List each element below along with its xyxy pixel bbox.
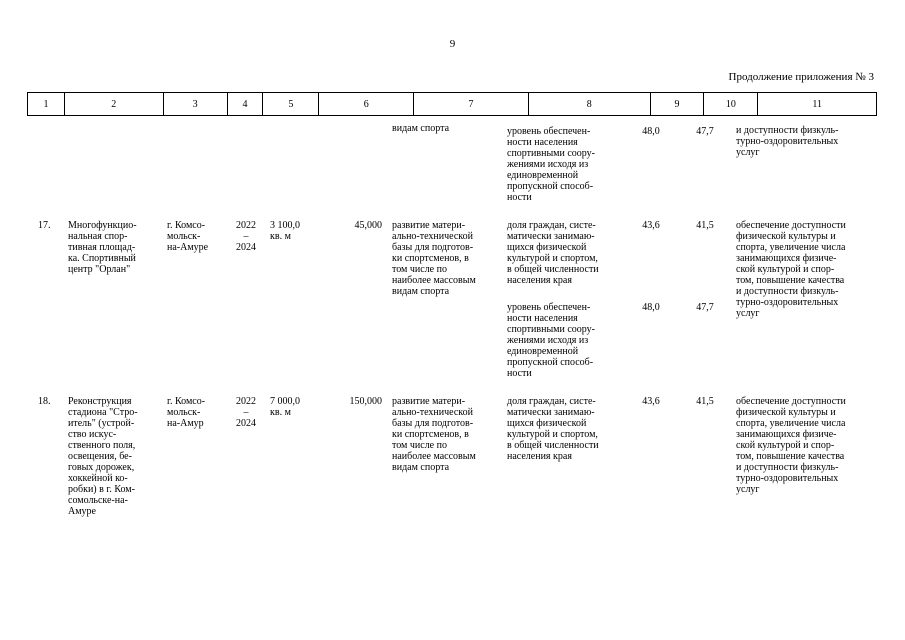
appendix-label: Продолжение приложения № 3 (728, 71, 874, 83)
row-18-result: обеспечение доступности физической культуры и спорта, увеличение числа занимающихся физиче- ской культурой и спор- том, повышение качества и доступности физкуль- турно-оздоровительных услуг (736, 396, 846, 495)
row-17-number: 17. (38, 220, 51, 231)
col-header-9: 9 (651, 93, 705, 115)
row-18-number: 18. (38, 396, 51, 407)
row-17-value-1-col9: 43,6 (642, 220, 660, 231)
col-header-10: 10 (704, 93, 758, 115)
col-header-3: 3 (164, 93, 228, 115)
col-header-7: 7 (414, 93, 529, 115)
table-header (27, 92, 877, 116)
row-17-result: обеспечение доступности физической культуры и спорта, увеличение числа занимающихся физиче- ской культурой и спор- том, повышение качества и доступности физкуль- турно-оздоровительных услуг (736, 220, 846, 319)
row-17-value-1-col10: 41,5 (696, 220, 714, 231)
continuation-value-10: 47,7 (696, 126, 714, 137)
row-18-value-1-col10: 41,5 (696, 396, 714, 407)
col-header-5: 5 (263, 93, 319, 115)
row-18-value-1-col9: 43,6 (642, 396, 660, 407)
col-header-1: 1 (28, 93, 65, 115)
page-number: 9 (449, 38, 456, 50)
row-17-value-2-col10: 47,7 (696, 302, 714, 313)
row-17-years: 2022 – 2024 (236, 220, 256, 253)
row-18-capacity: 7 000,0 кв. м (270, 396, 300, 418)
row-17-name: Многофункцио- нальная спор- тивная площад- ка. Спортивный центр "Орлан" (68, 220, 137, 275)
col-header-4: 4 (228, 93, 264, 115)
row-17-goal: развитие матери- ально-технической базы для подготов- ки спортсменов, в том числе по наиболее массовым видам спорта (392, 220, 476, 297)
row-18-amount: 150,000 (349, 396, 382, 407)
col-header-2: 2 (65, 93, 164, 115)
continuation-indicator: уровень обеспечен- ности населения спортивными соору- жениями исходя из единовременной пропускной способ- ности (507, 126, 595, 203)
row-18-goal: развитие матери- ально-технической базы для подготов- ки спортсменов, в том числе по наиболее массовым видам спорта (392, 396, 476, 473)
row-17-value-2-col9: 48,0 (642, 302, 660, 313)
row-17-location: г. Комсо- мольск- на-Амуре (167, 220, 209, 253)
continuation-value-9: 48,0 (642, 126, 660, 137)
col-header-8: 8 (529, 93, 651, 115)
row-18-indicator-1: доля граждан, систе- матически занимаю- щихся физической культурой и спортом, в общей численности населения края (507, 396, 599, 462)
col-header-11: 11 (812, 98, 822, 110)
continuation-result: и доступности физкуль- турно-оздоровительных услуг (736, 125, 839, 158)
row-17-capacity: 3 100,0 кв. м (270, 220, 300, 242)
row-18-years: 2022 – 2024 (236, 396, 256, 429)
col-header-6: 6 (319, 93, 414, 115)
row-17-indicator-1: доля граждан, систе- матически занимаю- щихся физической культурой и спортом, в общей численности населения края (507, 220, 599, 286)
continuation-goal: видам спорта (392, 123, 450, 134)
row-17-indicator-2: уровень обеспечен- ности населения спортивными соору- жениями исходя из единовременной пропускной способ- ности (507, 302, 595, 379)
row-18-location: г. Комсо- мольск- на-Амур (167, 396, 206, 429)
row-17-amount: 45,000 (354, 220, 382, 231)
row-18-name: Реконструкция стадиона "Стро- итель" (устрой- ство искус- ственного поля, освещения, бе- говых дорожек, хоккейной ко- робки) в г. Ком- сомольске-на- Амуре (68, 396, 138, 517)
